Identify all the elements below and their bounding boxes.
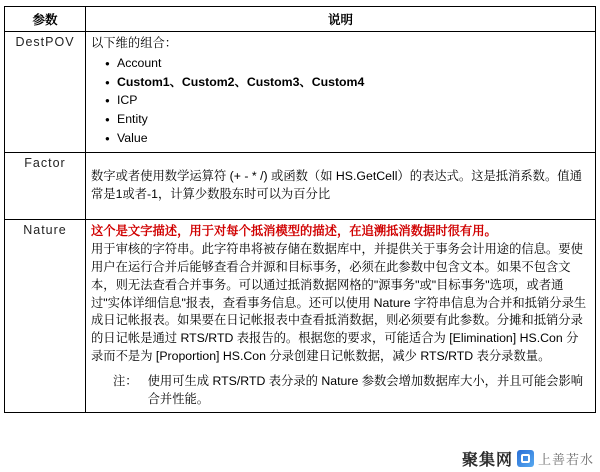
list-item: ● ICP bbox=[105, 92, 590, 110]
param-desc-nature bbox=[86, 220, 596, 412]
param-desc-destpov bbox=[86, 32, 596, 153]
nature-description-text: 用于审核的字符串。此字符串将被存储在数据库中，并提供关于事务会计用途的信息。要使用户在运行合并后能够查看合并源和目标事务，必须在此参数中包含文本。如果不包含文本，则无法查看合并事务。可以通过抵消数据网格的"源事务"或"目标事务"选项，或者通过"实体详细信息"报表，查看事务信息。还可以使用 Nature 字符串信息为合并和抵销分录生成日记帐报表。如果要在日记帐报表中查看抵消数据，则必须要有此参数。分摊和抵销分录的日记帐是通过 RTS/RTD 表报告的。根据您的要求，可能适合为 [Elimination] HS.Con 分录而不是为 [Proportion] HS.Con 分录创建日记帐数据，减少 RTS/RTD 表分录数量。 bbox=[91, 242, 587, 364]
list-item: ● Entity bbox=[105, 111, 590, 129]
param-name-destpov: DestPOV bbox=[5, 32, 86, 153]
destpov-dimension-list bbox=[91, 55, 590, 148]
column-header-description: 说明 bbox=[86, 7, 596, 32]
nature-note bbox=[91, 373, 590, 409]
table-row bbox=[5, 32, 596, 153]
table-header-row bbox=[5, 7, 596, 32]
parameter-table bbox=[4, 6, 596, 413]
param-name-factor: Factor bbox=[5, 152, 86, 219]
factor-description-text: 数字或者使用数学运算符 (+ - * /) 或函数（如 HS.GetCell）的表达式。这是抵消系数。值通常是1或者-1，计算少数股东时可以为百分比 bbox=[91, 169, 582, 202]
param-desc-factor bbox=[86, 152, 596, 219]
list-item: ● Account bbox=[105, 55, 590, 73]
column-header-parameter: 参数 bbox=[5, 7, 86, 32]
table-row bbox=[5, 220, 596, 412]
watermark bbox=[462, 447, 594, 470]
watermark-logo-icon bbox=[517, 450, 534, 467]
list-item: ● Value bbox=[105, 130, 590, 148]
watermark-sub-text: 上善若水 bbox=[537, 452, 594, 467]
note-label: 注： bbox=[113, 373, 138, 388]
nature-highlight-text: 这个是文字描述，用于对每个抵消模型的描述，在追溯抵消数据时很有用。 bbox=[91, 224, 497, 239]
list-item: ● Custom1、Custom2、Custom3、Custom4 bbox=[105, 74, 590, 92]
watermark-main-text: 聚集网 bbox=[461, 452, 513, 469]
note-text: 使用可生成 RTS/RTD 表分录的 Nature 参数会增加数据库大小，并且可能会影响合并性能。 bbox=[147, 373, 584, 406]
param-name-nature: Nature bbox=[5, 220, 86, 412]
destpov-lead-text: 以下维的组合： bbox=[91, 36, 178, 50]
table-row bbox=[5, 152, 596, 219]
